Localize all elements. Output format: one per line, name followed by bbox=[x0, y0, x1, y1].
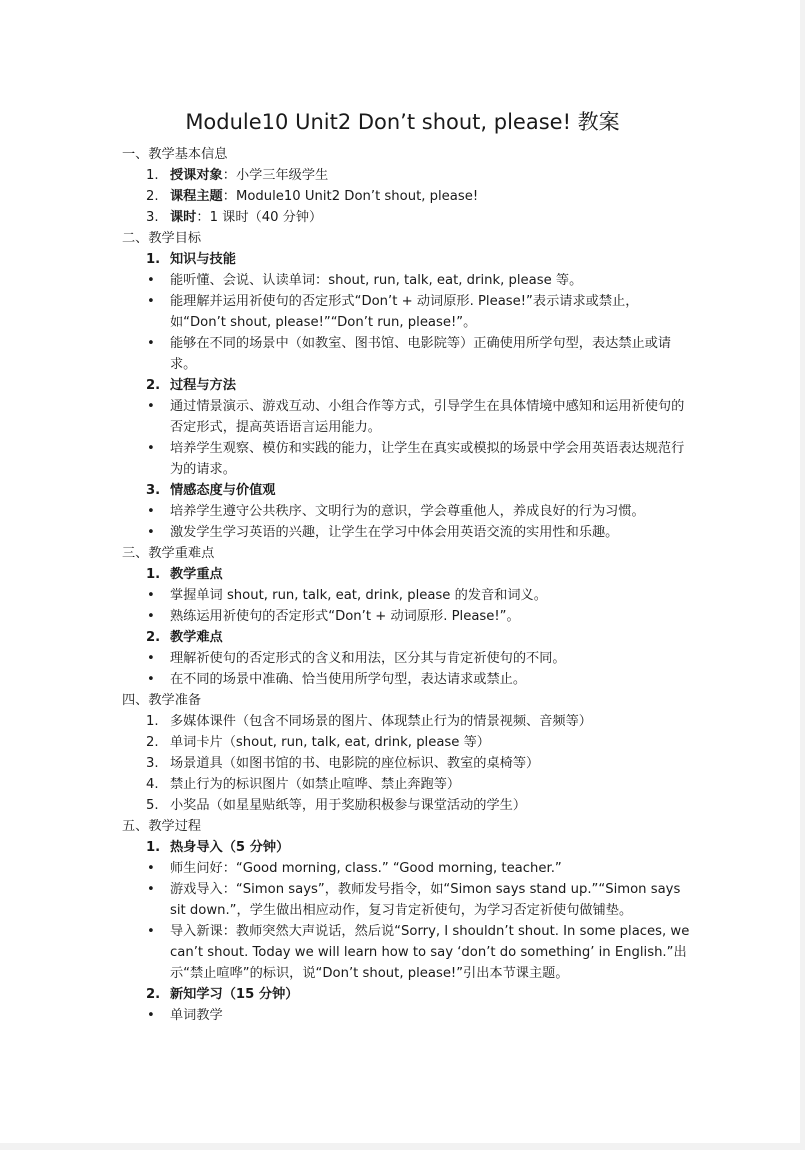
list-number: 3. bbox=[146, 210, 159, 225]
item-value: Module10 Unit2 Don’t shout, please! bbox=[235, 189, 479, 204]
bullet-item bbox=[122, 648, 692, 669]
list-text: 禁止行为的标识图片（如禁止喧哗、禁止奔跑等） bbox=[170, 777, 461, 792]
bullet-item bbox=[122, 1005, 692, 1026]
list-text: 多媒体课件（包含不同场景的图片、体现禁止行为的情景视频、音频等） bbox=[170, 714, 592, 729]
bullet-text: 能够在不同的场景中（如教室、图书馆、电影院等）正确使用所学句型，表达禁止或请求。 bbox=[170, 336, 672, 372]
subsection-label: 情感态度与价值观 bbox=[170, 483, 276, 498]
list-item bbox=[122, 774, 692, 795]
bullet-item bbox=[122, 438, 692, 480]
bullet-icon: • bbox=[147, 672, 155, 687]
bullet-icon: • bbox=[147, 924, 155, 939]
bullet-text: 掌握单词 shout, run, talk, eat, drink, please 的发音和词义。 bbox=[170, 588, 547, 603]
section-heading: 五、教学过程 bbox=[122, 819, 202, 834]
bullet-icon: • bbox=[147, 609, 155, 624]
bullet-item bbox=[122, 396, 692, 438]
list-item bbox=[122, 732, 692, 753]
bullet-text: 熟练运用祈使句的否定形式“Don’t + 动词原形. Please!”。 bbox=[170, 609, 520, 624]
bullet-icon: • bbox=[147, 336, 155, 351]
bullet-icon: • bbox=[147, 588, 155, 603]
bullet-icon: • bbox=[147, 273, 155, 288]
subsection-heading bbox=[122, 375, 692, 396]
subsection-label: 新知学习（15 分钟） bbox=[170, 987, 299, 1002]
list-item bbox=[122, 753, 692, 774]
list-item bbox=[122, 795, 692, 816]
bullet-icon: • bbox=[147, 441, 155, 456]
item-separator: ： bbox=[196, 210, 210, 225]
list-item bbox=[122, 165, 692, 186]
bullet-icon: • bbox=[147, 651, 155, 666]
subsection-label: 知识与技能 bbox=[170, 252, 236, 267]
bullet-item bbox=[122, 270, 692, 291]
document-body bbox=[122, 144, 692, 1026]
subsection-number: 1. bbox=[146, 840, 161, 855]
bullet-text: 单词教学 bbox=[170, 1008, 223, 1023]
bullet-text: 激发学生学习英语的兴趣，让学生在学习中体会用英语交流的实用性和乐趣。 bbox=[170, 525, 619, 540]
bullet-text: 能理解并运用祈使句的否定形式“Don’t + 动词原形. Please!”表示请求或禁止，如“Don’t shout, please!”“Don’t run, please!”。 bbox=[170, 294, 639, 330]
bullet-item bbox=[122, 858, 692, 879]
bullet-text: 通过情景演示、游戏互动、小组合作等方式，引导学生在具体情境中感知和运用祈使句的否定形式，提高英语语言运用能力。 bbox=[170, 399, 685, 435]
item-value: 小学三年级学生 bbox=[235, 168, 329, 183]
subsection-number: 2. bbox=[146, 987, 161, 1002]
item-separator: ： bbox=[222, 189, 236, 204]
item-value: 1 课时（40 分钟） bbox=[209, 210, 323, 225]
subsection-number: 1. bbox=[146, 567, 161, 582]
list-number: 1. bbox=[146, 714, 159, 729]
list-text: 单词卡片（shout, run, talk, eat, drink, please 等） bbox=[170, 735, 490, 750]
list-number: 5. bbox=[146, 798, 159, 813]
bullet-item bbox=[122, 585, 692, 606]
list-item bbox=[122, 711, 692, 732]
bullet-text: 游戏导入：“Simon says”，教师发号指令，如“Simon says stand up.”“Simon says sit down.”，学生做出相应动作，复习肯定祈使句，为学习否定祈使句做铺垫。 bbox=[170, 882, 681, 918]
bullet-item bbox=[122, 333, 692, 375]
list-number: 2. bbox=[146, 189, 159, 204]
bullet-text: 理解祈使句的否定形式的含义和用法，区分其与肯定祈使句的不同。 bbox=[170, 651, 566, 666]
list-number: 3. bbox=[146, 756, 159, 771]
bullet-icon: • bbox=[147, 504, 155, 519]
list-text: 小奖品（如星星贴纸等，用于奖励积极参与课堂活动的学生） bbox=[170, 798, 527, 813]
item-separator: ： bbox=[222, 168, 236, 183]
bullet-text: 培养学生观察、模仿和实践的能力，让学生在真实或模拟的场景中学会用英语表达规范行为的请求。 bbox=[170, 441, 685, 477]
bullet-icon: • bbox=[147, 882, 155, 897]
bullet-item bbox=[122, 522, 692, 543]
list-item bbox=[122, 186, 692, 207]
subsection-number: 2. bbox=[146, 630, 161, 645]
subsection-label: 教学重点 bbox=[170, 567, 223, 582]
bullet-item bbox=[122, 501, 692, 522]
bullet-item bbox=[122, 291, 692, 333]
item-key: 课程主题 bbox=[170, 189, 223, 204]
subsection-heading bbox=[122, 564, 692, 585]
bullet-icon: • bbox=[147, 525, 155, 540]
subsection-label: 热身导入（5 分钟） bbox=[170, 840, 290, 855]
bullet-icon: • bbox=[147, 399, 155, 414]
list-text: 场景道具（如图书馆的书、电影院的座位标识、教室的桌椅等） bbox=[170, 756, 540, 771]
bullet-item bbox=[122, 606, 692, 627]
subsection-label: 过程与方法 bbox=[170, 378, 236, 393]
list-number: 1. bbox=[146, 168, 159, 183]
bullet-icon: • bbox=[147, 294, 155, 309]
section-heading: 一、教学基本信息 bbox=[122, 147, 228, 162]
list-number: 2. bbox=[146, 735, 159, 750]
bullet-icon: • bbox=[147, 1008, 155, 1023]
subsection-heading bbox=[122, 249, 692, 270]
subsection-number: 1. bbox=[146, 252, 161, 267]
item-key: 课时 bbox=[170, 210, 197, 225]
list-item bbox=[122, 207, 692, 228]
bullet-item bbox=[122, 669, 692, 690]
section-heading: 四、教学准备 bbox=[122, 693, 202, 708]
bullet-item bbox=[122, 921, 692, 984]
subsection-heading bbox=[122, 480, 692, 501]
subsection-number: 3. bbox=[146, 483, 161, 498]
subsection-heading bbox=[122, 627, 692, 648]
bullet-text: 培养学生遵守公共秩序、文明行为的意识，学会尊重他人，养成良好的行为习惯。 bbox=[170, 504, 645, 519]
bullet-item bbox=[122, 879, 692, 921]
subsection-number: 2. bbox=[146, 378, 161, 393]
subsection-heading bbox=[122, 984, 692, 1005]
item-key: 授课对象 bbox=[170, 168, 223, 183]
bullet-text: 在不同的场景中准确、恰当使用所学句型，表达请求或禁止。 bbox=[170, 672, 527, 687]
subsection-heading bbox=[122, 837, 692, 858]
section-heading: 二、教学目标 bbox=[122, 231, 202, 246]
document-title: Module10 Unit2 Don’t shout, please! 教案 bbox=[185, 110, 620, 134]
list-number: 4. bbox=[146, 777, 159, 792]
bullet-text: 能听懂、会说、认读单词：shout, run, talk, eat, drink, please 等。 bbox=[170, 273, 583, 288]
bullet-text: 师生问好：“Good morning, class.” “Good morning, teacher.” bbox=[170, 861, 562, 876]
bullet-text: 导入新课：教师突然大声说话，然后说“Sorry, I shouldn’t shout. In some places, we can’t shout. Today we will learn how to say ‘don’t do something’ in English.”出示“禁止喧哗”的标识，说“Don’t shout, please!”引出本节课主题。 bbox=[170, 924, 690, 981]
subsection-label: 教学难点 bbox=[170, 630, 223, 645]
section-heading: 三、教学重难点 bbox=[122, 546, 215, 561]
bullet-icon: • bbox=[147, 861, 155, 876]
